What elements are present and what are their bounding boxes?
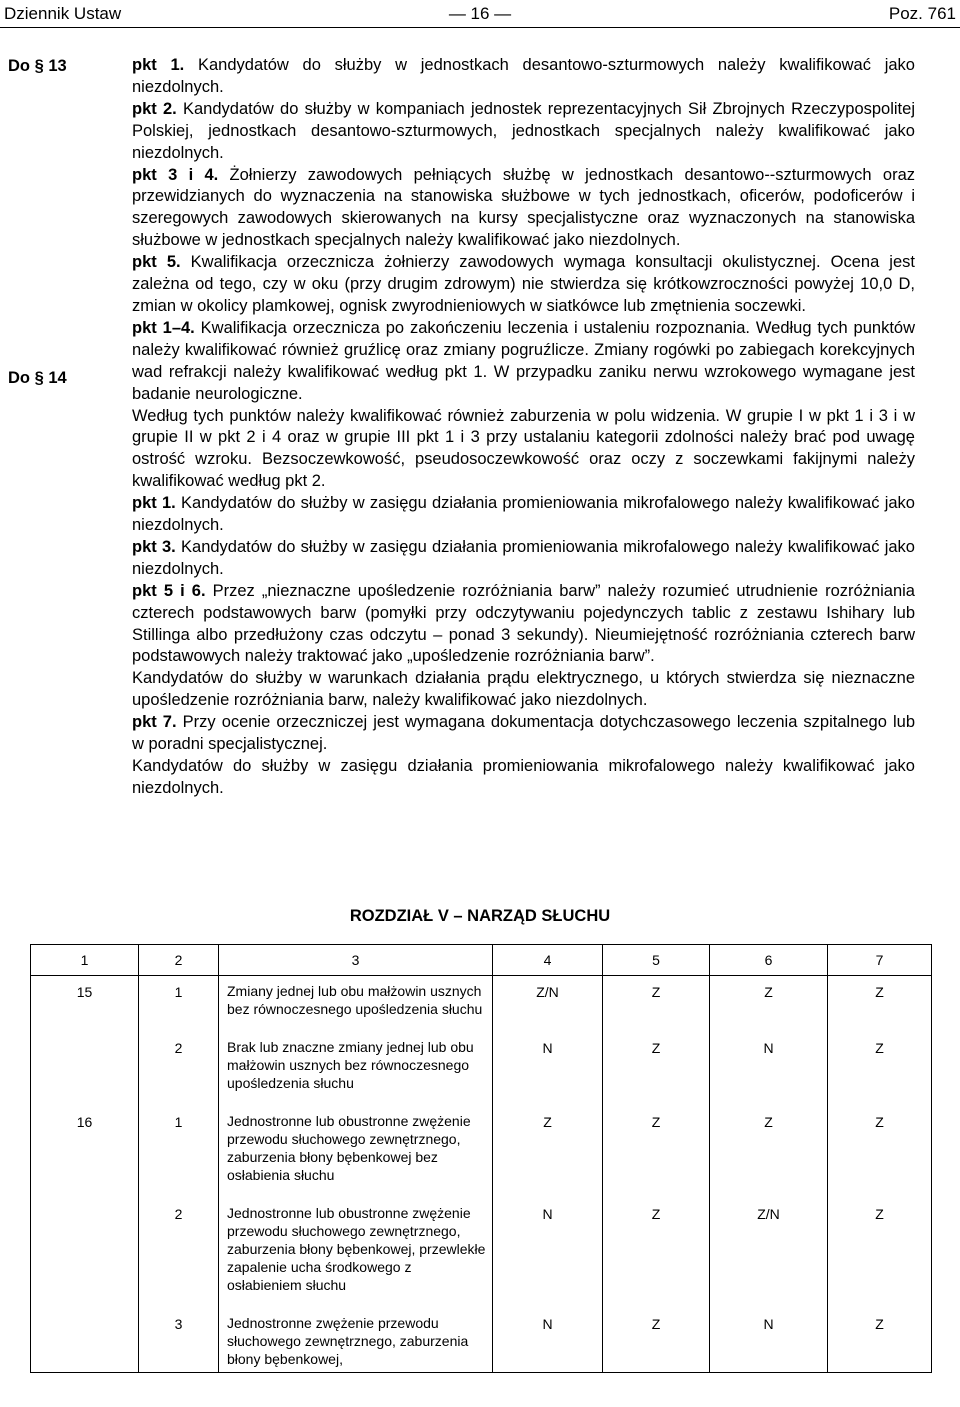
table-row: [31, 1106, 932, 1198]
point-number: 1: [139, 1106, 219, 1198]
paragraph: Kandydatów do służby w warunkach działania prądu elektrycznego, u których stwierdza się nieznaczne upośledzenie rozróżniania barw, należy kwalifikować jako niezdolnych.: [132, 669, 915, 710]
table-row: [31, 1308, 932, 1373]
position-number: Poz. 761: [888, 4, 956, 23]
header-cell: 5: [603, 945, 710, 976]
category-cell: N: [710, 1308, 828, 1373]
table-row: [31, 1032, 932, 1106]
paragraph: Według tych punktów należy kwalifikować również zaburzenia w polu widzenia. W grupie I w pkt 1 i 3 i w grupie II w pkt 2 i 4 oraz w grupie III pkt 1 i 3 przy ustalaniu kategorii zdolności należy brać pod uwagę ostrość wzroku. Bezsoczewkowość, pseudosoczewkowość oraz oczy z soczewkami fakijnymi należy kwalifikować według pkt 2.: [132, 406, 915, 491]
item-number: [31, 1032, 139, 1106]
paragraph: pkt 3. Kandydatów do służby w zasięgu działania promieniowania mikrofalowego należy kwalifikować jako niezdolnych.: [132, 537, 915, 578]
condition-description: Jednostronne zwężenie przewodu słuchowego zewnętrznego, zaburzenia błony bębenkowej,: [219, 1308, 493, 1373]
qualification-table: [30, 944, 932, 1373]
point-number: 2: [139, 1198, 219, 1308]
category-cell: Z/N: [710, 1198, 828, 1308]
header-cell: 6: [710, 945, 828, 976]
page-number: — 16 —: [448, 4, 512, 23]
item-number: [31, 1308, 139, 1373]
paragraph: pkt 1. Kandydatów do służby w jednostkach desantowo-szturmowych należy kwalifikować jako niezdolnych.: [132, 56, 915, 96]
table-row: [31, 976, 932, 1033]
condition-description: Jednostronne lub obustronne zwężenie przewodu słuchowego zewnętrznego, zaburzenia błony bębenkowej bez osłabienia słuchu: [219, 1106, 493, 1198]
condition-description: Zmiany jednej lub obu małżowin usznych bez równoczesnego upośledzenia słuchu: [219, 976, 493, 1033]
category-cell: N: [493, 1198, 603, 1308]
category-cell: Z: [603, 1308, 710, 1373]
condition-description: Jednostronne lub obustronne zwężenie przewodu słuchowego zewnętrznego, zaburzenia błony bębenkowej, przewlekłe zapalenie ucha środkowego z osłabieniem słuchu: [219, 1198, 493, 1308]
paragraph: pkt 2. Kandydatów do służby w kompaniach jednostek reprezentacyjnych Sił Zbrojnych Rzeczypospolitej Polskiej, jednostkach desantowo-szturmowych, jednostkach specjalnych należy kwalifikować jako niezdolnych.: [132, 99, 915, 162]
condition-description: Brak lub znaczne zmiany jednej lub obu małżowin usznych bez równoczesnego upośledzenia słuchu: [219, 1032, 493, 1106]
journal-name: Dziennik Ustaw: [4, 4, 122, 23]
paragraph: pkt 5 i 6. Przez „nieznaczne upośledzenie rozróżniania barw” należy rozumieć utrudnienie rozróżniania czterech podstawowych barw (pomyłki przy odczytywaniu pojedynczych tablic z zestawu Ishihary lub Stillinga albo przedłużony czas odczytu – ponad 3 sekundy). Nieumiejętność rozróżniania czterech barw podstawowych należy traktować jako „upośledzenie rozróżniania barw”.: [132, 581, 915, 666]
header-cell: 7: [828, 945, 932, 976]
point-number: 3: [139, 1308, 219, 1373]
category-cell: N: [493, 1308, 603, 1373]
category-cell: N: [493, 1032, 603, 1106]
category-cell: Z: [603, 1032, 710, 1106]
table-header-row: [31, 945, 932, 976]
category-cell: Z: [828, 1032, 932, 1106]
category-cell: Z: [603, 1106, 710, 1198]
header-cell: 1: [31, 945, 139, 976]
category-cell: N: [710, 1032, 828, 1106]
category-cell: Z: [828, 1198, 932, 1308]
category-cell: Z: [710, 976, 828, 1033]
point-number: 2: [139, 1032, 219, 1106]
section-label-14: Do § 14: [8, 369, 67, 387]
paragraph: pkt 1–4. Kwalifikacja orzecznicza po zakończeniu leczenia i ustaleniu rozpoznania. Według tych punktów należy kwalifikować również gruźlicę oraz zmiany pogruźlicze. Zmiany rogówki po zabiegach korekcyjnych wad refrakcji należy kwalifikować według pkt 1. W przypadku zaniku nerwu wzrokowego wymagane jest badanie neurologiczne.: [132, 318, 916, 403]
category-cell: Z: [603, 976, 710, 1033]
table-row: [31, 1198, 932, 1308]
paragraph: Kandydatów do służby w zasięgu działania promieniowania mikrofalowego należy kwalifikować jako niezdolnych.: [132, 757, 915, 797]
header-cell: 4: [493, 945, 603, 976]
header-cell: 2: [139, 945, 219, 976]
category-cell: Z: [828, 1308, 932, 1373]
header-cell: 3: [219, 945, 493, 976]
header-rule: [0, 27, 960, 28]
page-header: [0, 0, 960, 28]
item-number: 16: [31, 1106, 139, 1198]
chapter-title: ROZDZIAŁ V – NARZĄD SŁUCHU: [349, 907, 611, 925]
category-cell: Z: [710, 1106, 828, 1198]
category-cell: Z: [603, 1198, 710, 1308]
item-number: 15: [31, 976, 139, 1033]
category-cell: Z: [828, 976, 932, 1033]
paragraph: pkt 7. Przy ocenie orzeczniczej jest wymagana dokumentacja dotychczasowego leczenia szpitalnego lub w poradni specjalistycznej.: [132, 713, 915, 754]
paragraph: pkt 1. Kandydatów do służby w zasięgu działania promieniowania mikrofalowego należy kwalifikować jako niezdolnych.: [132, 494, 915, 535]
paragraph: pkt 5. Kwalifikacja orzecznicza żołnierzy zawodowych wymaga konsultacji okulistycznej. Ocena jest zależna od tego, czy w oku (przy drugim zdrowym) nie stwierdza się krótkowzroczności powyżej 10,0 D, zmian w okolicy plamkowej, ognisk zwyrodnieniowych w siatkówce lub zmętnienia soczewki.: [132, 253, 915, 315]
category-cell: Z/N: [493, 976, 603, 1033]
category-cell: Z: [493, 1106, 603, 1198]
body-text: [132, 55, 915, 800]
category-cell: Z: [828, 1106, 932, 1198]
point-number: 1: [139, 976, 219, 1033]
paragraph: pkt 3 i 4. Żołnierzy zawodowych pełniących służbę w jednostkach desantowo--szturmowych oraz przewidzianych do wyznaczenia na stanowiska służbowe w tych jednostkach, oficerów, podoficerów i szeregowych zawodowych skierowanych na kursy specjalistyczne oraz wyznaczonych na stanowiska służbowe w jednostkach specjalnych należy kwalifikować jako niezdolnych.: [132, 165, 915, 250]
item-number: [31, 1198, 139, 1308]
section-label-13: Do § 13: [8, 57, 67, 75]
